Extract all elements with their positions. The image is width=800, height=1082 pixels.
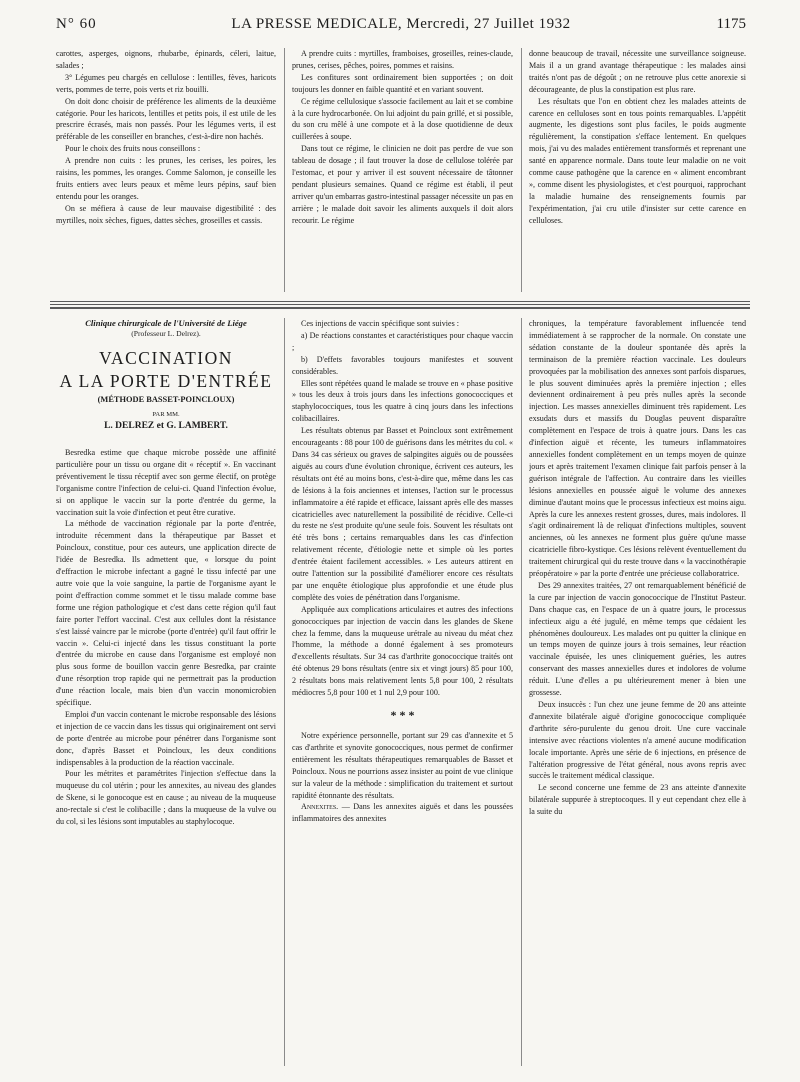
section-divider xyxy=(50,304,750,305)
section-stars: * * * xyxy=(390,708,415,722)
top-col2-para-4: Dans tout ce régime, le clinicien ne doit pas perdre de vue son tableau de dosage ; il faut trouver la dose de cellulose tolérée par l'estomac, et pour y arriver il est souvent nécessaire de tâtonner pendant plusieurs semaines. Quand ce régime est établi, il peut arriver qu'un embarras gastro-intestinal passager nécessite un pas en arrière ; le malade doit savoir les aliments auxquels il doit alors recourir. Le régime xyxy=(292,144,513,225)
article-authors: L. DELREZ et G. LAMBERT. xyxy=(104,421,228,431)
journal-title: LA PRESSE MEDICALE, Mercredi, 27 Juillet 1932 xyxy=(231,16,571,32)
article-col3-para-3: Deux insuccès : l'un chez une jeune femme de 20 ans atteinte d'annexite bilatérale aiguë d'origine gonococcique compliquée d'arthrite séro-purulente du genou droit. Une cure vaccinale intensive avec réactions violentes n'a amené aucune modification locale importante. Après une série de 6 injections, en présence de l'altération progressive de l'état général, nous avons repris avec succès le traitement médical classique. xyxy=(529,700,746,781)
running-head xyxy=(56,16,746,36)
clinic-heading: Clinique chirurgicale de l'Université de Liége xyxy=(85,318,247,328)
article-col1-para-4: Pour les métrites et paramétrites l'injection s'effectue dans la muqueuse du col utérin ; pour les annexites, au niveau des glandes de Skene, si le gonocoque est en cause ; au niveau de la muqueuse ano-rectale si c'est le colibacille ; dans la muqueuse de la vulve ou du col, si les lésions sont imputables au staphylocoque. xyxy=(56,769,276,827)
top-column-3 xyxy=(529,48,746,296)
article-col1-para-2: La méthode de vaccination régionale par la porte d'entrée, introduite récemment dans la thérapeutique par Basset et Poincloux, constitue, pour ces auteurs, une application directe de l'idée de Besredka. Ils admettent que, « lorsque du point d'effraction le microbe infectant a gagné le tissu infecté par une autre voie que la voie sanguine, la partie de l'organisme ayant le point d'effraction comme sommet et le tissu malade comme base forme une région pathologique et c'est dans cette région qu'il faut faire porter l'effort vaccinal. C'est aux cellules dont la résistance s'est laissé vaincre par le microbe (porte d'entrée) qu'il faut offrir le vaccin ». Celui-ci injecté dans les tissus constituant la porte d'entrée du microbe en cause dans l'organisme est employé non plus sous forme de bouillon vaccin genre Besredka, par crainte d'une résorption trop rapide qui ne permettrait pas la production d'une réaction locale, mais bien d'un vaccin monomicrobien spécifique. xyxy=(56,519,276,708)
top-col1-para-2: 3° Légumes peu chargés en cellulose : lentilles, fèves, haricots verts, pommes de terre, pois verts et riz bouilli. xyxy=(56,72,276,94)
annexites-lead: Annexites. xyxy=(301,802,339,812)
article-col1-para-3: Emploi d'un vaccin contenant le microbe responsable des lésions et injection de ce vaccin dans les tissus qui originairement ont servi de porte d'entrée au microbe pour pénétrer dans l'organisme sont donc, d'après Basset et Poincloux, les deux conditions indispensables à la production de la réaction vaccinale. xyxy=(56,709,276,767)
column-rule xyxy=(284,48,285,292)
article-col2-para-5: Les résultats obtenus par Basset et Poincloux sont extrêmement encourageants : 88 pour 100 de guérisons dans les métrites du col. « Dans 34 cas sérieux ou graves de salpingites aiguës ou de poussées aiguës au cours d'une évolution chronique, écrivent ces auteurs, les résultats ont été au moins bons, c'est-à-dire que, même dans les cas de lésions à la fois anciennes et intenses, l'action sur le processus inflammatoire a été rapide et efficace, laissant après elle des masses cicatricielles avec naturellement la possibilité de récidive. Celle-ci du reste ne s'est produite qu'une seule fois. Souvent les résultats ont été très bons ; certains remarquables dans les cas d'infection relativement récente, d'étiologie nette et simple où les portes d'entrée étaient facilement accessibles. » Les auteurs attirent en outre l'attention sur la possibilité d'améliorer encore ces résultats par une enquête étiologique plus approfondie et une étude plus complète des voies de pénétration dans l'organisme. xyxy=(292,426,513,602)
article-col2-para-7: Notre expérience personnelle, portant sur 29 cas d'annexite et 5 cas d'arthrite et synovite gonococciques, nous permet de confirmer entièrement les résultats thérapeutiques remarquables de Basset et Poincloux. Nous ne pourrions assez insister au point de vue clinique sur la valeur de la méthode : simplification du traitement et surtout rapidité étonnante des résultats. xyxy=(292,731,513,800)
section-divider xyxy=(50,307,750,309)
top-col1-para-5: A prendre non cuits : les prunes, les cerises, les poires, les raisins, les pommes, les oranges. Comme Salomon, je conseille les fruits entiers avec leurs peaux et même leurs pépins, sauf bien entendu pour les oranges. xyxy=(56,156,276,201)
article-col3-para-1: chroniques, la température favorablement influencée tend immédiatement à se rapprocher de la normale. On constate une sédation constante de la douleur spontanée dès après la terminaison de la première réaction vaccinale. Les douleurs provoquées par la mobilisation des annexes sont parfois disparues, le plus souvent diminuées après la première injection ; elles deviennent ordinairement à peu près nulles après la seconde injection. Les masses annexielles diminuent très rapidement. Les exsudats durs et massifs du Douglas peuvent disparaître complètement en l'espace de trois à quatre jours. Dans les cas d'infection aiguë et récente, les tumeurs inflammatoires annexielles fondent complètement en un temps moyen de quinze jours et après traitement l'examen clinique fait parfois penser à la guérison intégrale de l'affection. Au contraire dans les vieilles lésions annexielles en poussée aiguë le volume des annexes diminue d'autant moins que le processus infectieux est moins aigu. Après la cure les annexes restent grosses, dures, mais indolores. Il s'agit ordinairement là de reliquat d'infections multiples, souvent anciennes, où les annexes ne forment plus guère qu'une masse cicatricielle fibro-kystique. Ces lésions relèvent éventuellement du traitement chirurgical qui du reste trouve dans « la vaccinothérapie préopératoire » par la porte d'entrée une précieuse collaboratrice. xyxy=(529,319,746,579)
article-column-2 xyxy=(292,318,513,1070)
issue-number: N° 60 xyxy=(56,16,97,32)
article-title-line-1: VACCINATION xyxy=(99,348,233,368)
top-col2-para-1: A prendre cuits : myrtilles, framboises, groseilles, reines-claude, prunes, cerises, pêches, poires, pommes et raisins. xyxy=(292,49,513,70)
byline-par: PAR MM. xyxy=(152,411,180,418)
top-col1-para-1: carottes, asperges, oignons, rhubarbe, épinards, céleri, laitue, salades ; xyxy=(56,49,276,70)
page-number: 1175 xyxy=(716,16,746,32)
top-col1-para-4: Pour le choix des fruits nous conseillons : xyxy=(65,144,201,154)
article-col1-para-1: Besredka estime que chaque microbe possède une affinité particulière pour un tissu ou organe dit « réceptif ». En vaccinant préventivement le tissu réceptif avec son germe électif, on protège l'organisme contre l'infection de celui-ci. Quand l'infection évolue, si on applique le vaccin sur la porte d'entrée du germe, la vaccination suit la voie d'infection et peut être curative. xyxy=(56,448,276,517)
professor-line: (Professeur L. Delrez). xyxy=(131,329,201,338)
article-method: (MÉTHODE BASSET-POINCLOUX) xyxy=(97,395,235,404)
top-col3-para-1: donne beaucoup de travail, nécessite une surveillance soigneuse. Mais il a un grand avantage thérapeutique : les malades ainsi traités n'ont pas de dégoût ; on ne retrouve plus cette anorexie si décourageante, de plus la constipation est plus rare. xyxy=(529,49,746,94)
article-col2-para-6: Appliquée aux complications articulaires et autres des infections gonococciques par injection de vaccin dans les glandes de Skene chez la femme, dans la muqueuse urétrale au niveau du méat chez l'homme, la méthode a donné également à ses promoteurs d'excellents résultats. Sur 34 cas d'arthrite gonococcique traités ont été obtenus 29 bons résultats (entre six et vingt jours) 85 pour 100, 2 résultats bons mais relativement lents 5,8 pour 100, 2 résultats médiocres 5,8 pour 100 et 1 nul 2,9 pour 100. xyxy=(292,604,513,698)
top-col1-para-6: On se méfiera à cause de leur mauvaise digestibilité : des myrtilles, noix sèches, figues, dattes sèches, groseilles et cassis. xyxy=(56,203,276,225)
column-rule xyxy=(521,48,522,292)
top-col1-para-3: On doit donc choisir de préférence les aliments de la deuxième catégorie. Pour les haricots, lentilles et petits pois, il est utile de les prescrire écrasés, mais non passés. Pour les légumes verts, il est préférable de les conseiller en branches, c'est-à-dire non hachés. xyxy=(56,96,276,142)
top-column-2 xyxy=(292,48,513,296)
column-rule xyxy=(284,318,285,1066)
section-divider xyxy=(50,301,750,302)
top-column-1 xyxy=(56,48,276,296)
top-col2-para-3: Ce régime cellulosique s'associe facilement au lait et se combine à la cure hydrocarbonée. On lui adjoint du pain grillé, et si possible, du son cru mêlé à une compote et à la dose quotidienne de deux cuillerées à soupe. xyxy=(292,96,513,142)
article-column-3 xyxy=(529,318,746,1070)
article-col3-para-4: Le second concerne une femme de 23 ans atteinte d'annexite bilatérale suppurée à streptocoques. Il y eut cependant chez elle à la suite du xyxy=(529,783,746,817)
article-column-1 xyxy=(56,318,276,1070)
article-title-line-2: A LA PORTE D'ENTRÉE xyxy=(59,371,273,391)
article-col2-para-4: Elles sont répétées quand le malade se trouve en « phase positive » tous les deux à trois jours dans les infections gonococciques et staphylococciques, tous les quatre à cinq jours dans les infections colibacillaires. xyxy=(292,378,513,424)
article-col2-para-8 xyxy=(292,801,513,825)
annexites-text: — Dans les annexites aiguës et dans les poussées inflammatoires des annexites xyxy=(292,802,513,824)
article-col3-para-2: Des 29 annexites traitées, 27 ont remarquablement bénéficié de la cure par injection de vaccin gonococcique de l'Institut Pasteur. Dans chaque cas, en l'espace de un à quatre jours, le processus infectieux aigu a été jugulé, en même temps que cédaient les phénomènes douloureux. Les malades ont pu quitter la clinique en un temps moyen de quinze jours à trois semaines, leur réaction vaccinale épuisée, les unes cliniquement guéries, les autres conservant des masses annexielles dures et indolores de volume réduit. L'une d'elles a pu ultérieurement mener à bien une grossesse. xyxy=(529,580,746,698)
top-col2-para-2: Les confitures sont ordinairement bien supportées ; on doit toujours les donner en faible quantité et en variant souvent. xyxy=(292,72,513,94)
top-col3-para-2: Les résultats que l'on en obtient chez les malades atteints de carence en celluloses sont en tous points remarquables. L'appétit augmente, les digestions sont plus faciles, le poids augmente régulièrement, la constipation s'efface lentement. En quelques mois, j'ai vu des malades entièrement transformés et reprenant une santé en apparence normale. Dans toute leur maladie on ne voit comme cause pathogène que la carence en « aliment encombrant », comme disent les physiologistes, et c'est pourquoi, rapprochant la maladie humaine des renseignements fournis par l'expérimentation, j'ai cru utile d'insister sur cette carence en celluloses. xyxy=(529,96,746,225)
article-col2-para-1: Ces injections de vaccin spécifique sont suivies : xyxy=(301,319,460,328)
column-rule xyxy=(521,318,522,1066)
article-col2-para-3: b) D'effets favorables toujours manifestes et souvent considérables. xyxy=(292,354,513,376)
article-col2-para-2: a) De réactions constantes et caractéristiques pour chaque vaccin ; xyxy=(292,330,513,352)
